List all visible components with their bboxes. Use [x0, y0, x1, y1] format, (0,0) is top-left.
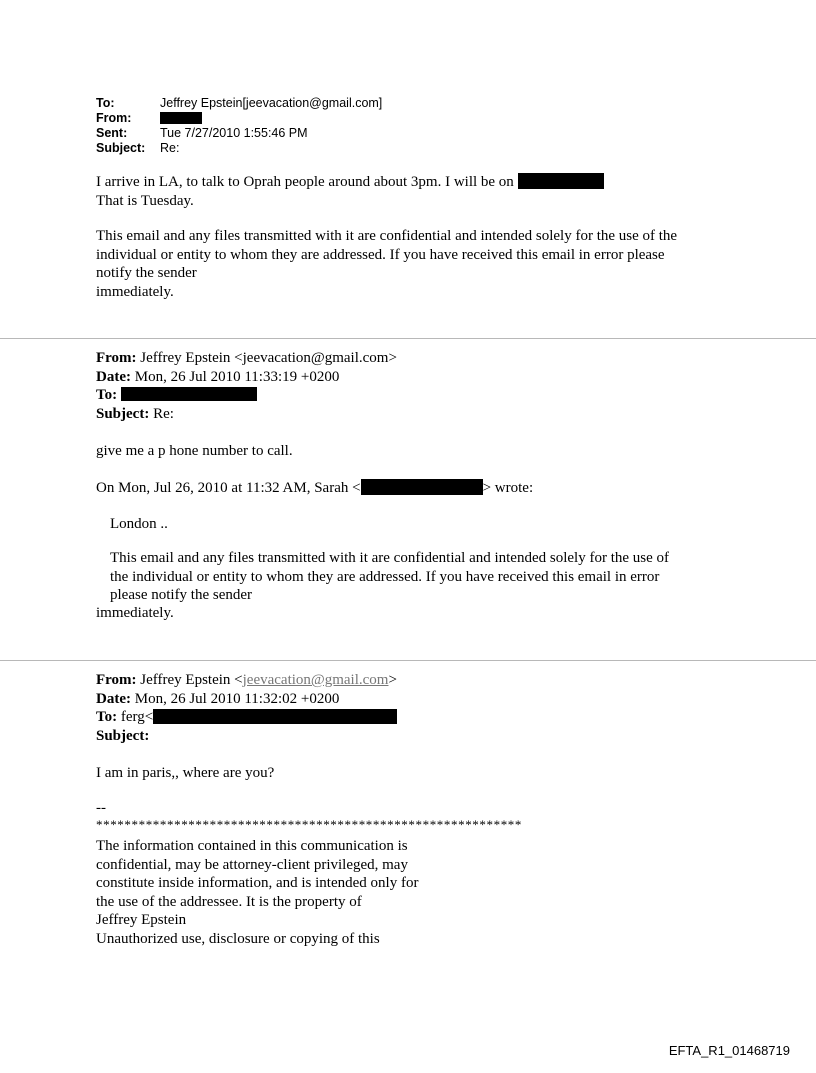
email2-quote-intro: On Mon, Jul 26, 2010 at 11:32 AM, Sarah < > wrote: — [96, 480, 534, 496]
email2-subject-row: Subject: Re: — [96, 405, 174, 422]
email2-trailing: immediately. — [96, 605, 174, 621]
disclaimer-line: This email and any files transmitted with it are confidential and intended solely for the use of the — [96, 228, 678, 244]
subject-value: Re: — [160, 141, 180, 155]
footer-line: Unauthorized use, disclosure or copying of this — [96, 930, 380, 947]
disclaimer-line: This email and any files transmitted with it are confidential and intended solely for the use of — [110, 550, 670, 566]
redaction-box — [518, 173, 604, 189]
divider — [0, 660, 816, 661]
redaction-box — [153, 709, 397, 724]
email3-header — [96, 671, 397, 745]
email2-from-row: From: Jeffrey Epstein <jeevacation@gmail.com> — [96, 350, 397, 366]
footer-line: confidential, may be attorney-client privileged, may — [96, 856, 408, 873]
redaction-box — [160, 112, 202, 124]
email2-quoted-disclaimer — [110, 549, 669, 605]
email2-to-row: To: — [96, 386, 397, 405]
to-value: Jeffrey Epstein[jeevacation@gmail.com] — [160, 96, 383, 110]
email2-quoted-body: London .. — [110, 516, 168, 532]
disclaimer-line: please notify the sender — [110, 587, 253, 603]
disclaimer-line: individual or entity to whom they are addressed. If you have received this email in error please — [96, 246, 665, 263]
subject-label: Subject: — [96, 141, 146, 155]
email1-header — [96, 96, 382, 156]
footer-line: Jeffrey Epstein — [96, 912, 187, 928]
email1-sent-row — [96, 126, 382, 141]
to-label: To: — [96, 96, 115, 110]
document-id: EFTA_R1_01468719 — [668, 1043, 790, 1058]
redaction-box — [121, 387, 257, 401]
email1-subject-row — [96, 141, 382, 156]
footer-line: The information contained in this communication is — [96, 838, 408, 854]
signature-dashes: -- — [96, 800, 106, 816]
email1-body-line2: That is Tuesday. — [96, 192, 194, 209]
from-label: From: — [96, 111, 132, 125]
email2-date-row: Date: Mon, 26 Jul 2010 11:33:19 +0200 — [96, 368, 340, 385]
email1-body — [96, 173, 604, 210]
disclaimer-line: notify the sender — [96, 265, 197, 281]
sent-label: Sent: — [96, 126, 128, 140]
email2-header — [96, 349, 397, 423]
confidentiality-footer — [96, 837, 418, 948]
email3-from-row: From: Jeffrey Epstein <jeevacation@gmail.com> — [96, 672, 397, 688]
redaction-box — [361, 479, 483, 495]
footer-line: the use of the addressee. It is the property of — [96, 893, 362, 910]
stars-separator: ************************************************************ — [96, 817, 522, 832]
sent-value: Tue 7/27/2010 1:55:46 PM — [160, 126, 308, 140]
disclaimer-line: immediately. — [96, 283, 174, 300]
footer-line: constitute inside information, and is intended only for — [96, 875, 419, 891]
email3-body: I am in paris,, where are you? — [96, 765, 275, 781]
email1-to-row — [96, 96, 382, 111]
email1-body-line1: I arrive in LA, to talk to Oprah people around about 3pm. I will be on — [96, 173, 604, 192]
email3-to-row: To: ferg< — [96, 708, 397, 727]
email3-date-row: Date: Mon, 26 Jul 2010 11:32:02 +0200 — [96, 690, 340, 707]
email-link[interactable]: jeevacation@gmail.com — [242, 672, 389, 688]
email1-disclaimer — [96, 227, 677, 301]
email3-subject-row: Subject: — [96, 727, 150, 744]
disclaimer-line: the individual or entity to whom they are addressed. If you have received this email in error — [110, 568, 660, 585]
email2-body: give me a p hone number to call. — [96, 443, 293, 459]
divider — [0, 338, 816, 339]
email1-from-row — [96, 111, 382, 126]
